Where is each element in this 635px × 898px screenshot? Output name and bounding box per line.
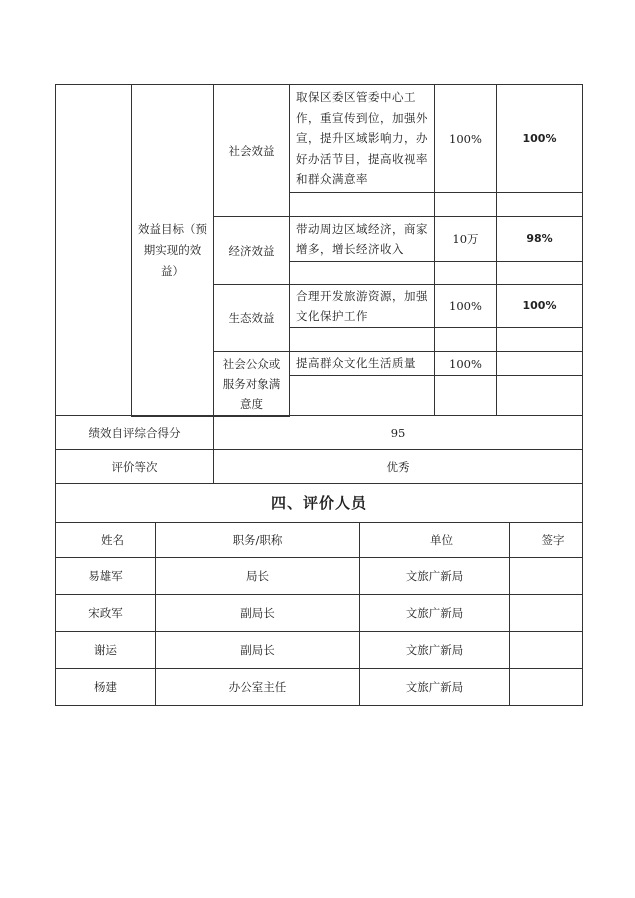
empty-cell [497, 193, 583, 217]
actual-ecological: 100% [497, 285, 583, 328]
goal-label: 效益目标（预期实现的效益） [132, 85, 214, 417]
empty-cell [290, 328, 435, 352]
evaluator-unit: 文旅广新局 [360, 595, 510, 632]
evaluator-title: 局长 [156, 558, 360, 595]
target-economic: 10万 [435, 217, 497, 262]
grade-label: 评价等次 [56, 450, 214, 484]
empty-cell [290, 376, 435, 416]
actual-satisfaction [497, 352, 583, 376]
evaluator-title: 副局长 [156, 595, 360, 632]
evaluator-signature [510, 632, 583, 669]
evaluator-signature [510, 558, 583, 595]
empty-cell [497, 376, 583, 416]
target-satisfaction: 100% [435, 352, 497, 376]
empty-cell [497, 328, 583, 352]
category-ecological: 生态效益 [214, 285, 290, 352]
score-label: 绩效自评综合得分 [56, 416, 214, 450]
benefit-goals-table [55, 84, 583, 417]
evaluators-title: 四、评价人员 [56, 484, 583, 523]
evaluator-name: 杨建 [56, 669, 156, 706]
empty-cell [290, 193, 435, 217]
category-economic: 经济效益 [214, 217, 290, 285]
empty-cell [435, 376, 497, 416]
content-social: 取保区委区管委中心工作，重宣传到位，加强外宣，提升区域影响力，办好办活节目，提高收视率和群众满意率 [290, 85, 435, 193]
evaluator-name: 宋政军 [56, 595, 156, 632]
evaluator-name: 易雄军 [56, 558, 156, 595]
evaluator-title: 办公室主任 [156, 669, 360, 706]
evaluator-unit: 文旅广新局 [360, 632, 510, 669]
content-satisfaction: 提高群众文化生活质量 [290, 352, 435, 376]
category-social: 社会效益 [214, 85, 290, 217]
evaluator-unit: 文旅广新局 [360, 669, 510, 706]
header-sign: 签字 [510, 523, 583, 558]
summary-and-evaluators-table [55, 415, 583, 706]
actual-social: 100% [497, 85, 583, 193]
target-ecological: 100% [435, 285, 497, 328]
outer-indicator-cell [56, 85, 132, 417]
evaluator-signature [510, 595, 583, 632]
score-value: 95 [214, 416, 583, 450]
empty-cell [435, 193, 497, 217]
evaluator-title: 副局长 [156, 632, 360, 669]
header-title: 职务/职称 [156, 523, 360, 558]
target-social: 100% [435, 85, 497, 193]
actual-economic: 98% [497, 217, 583, 262]
empty-cell [497, 262, 583, 285]
grade-value: 优秀 [214, 450, 583, 484]
header-unit: 单位 [360, 523, 510, 558]
evaluator-name: 谢运 [56, 632, 156, 669]
empty-cell [435, 262, 497, 285]
empty-cell [290, 262, 435, 285]
empty-cell [435, 328, 497, 352]
evaluator-signature [510, 669, 583, 706]
header-name: 姓名 [56, 523, 156, 558]
content-economic: 带动周边区域经济，商家增多，增长经济收入 [290, 217, 435, 262]
evaluator-unit: 文旅广新局 [360, 558, 510, 595]
content-ecological: 合理开发旅游资源，加强文化保护工作 [290, 285, 435, 328]
category-satisfaction: 社会公众或服务对象满意度 [214, 352, 290, 417]
